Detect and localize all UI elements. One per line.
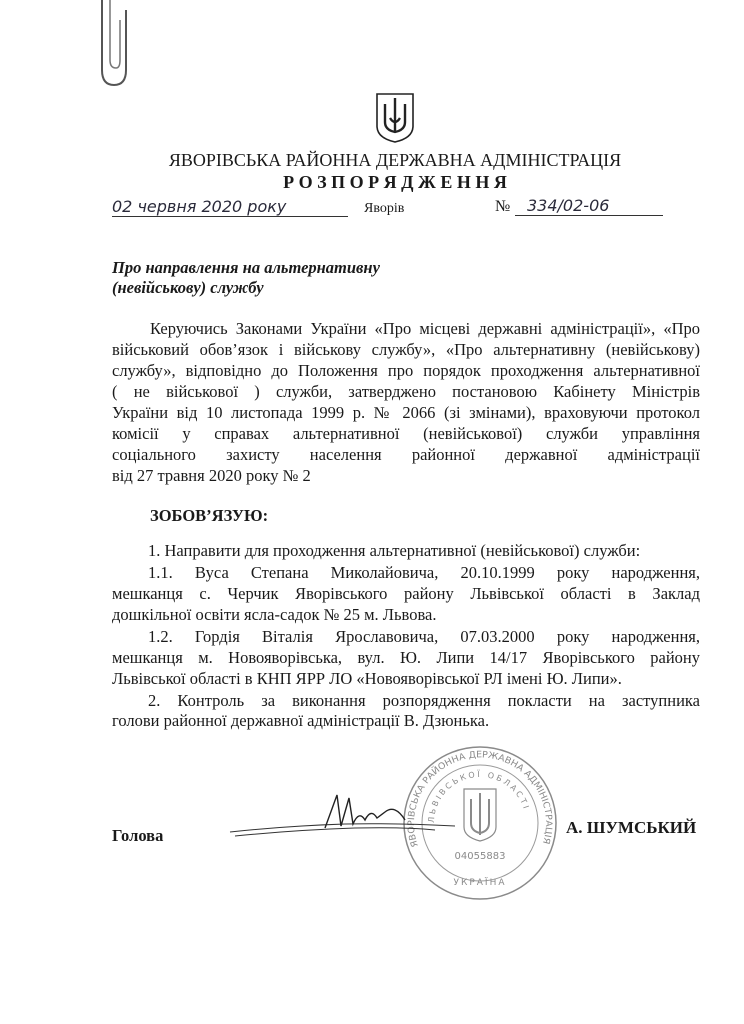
item-line: Львівської області в КНП ЯРР ЛО «Новояворівської РЛ імені Ю. Липи».	[112, 669, 622, 688]
preamble-line: ( не військової ) служби, затверджено постановою Кабінету Міністрів	[112, 382, 700, 401]
item-line: 2. Контроль за виконання розпорядження покласти на заступника	[148, 691, 700, 710]
preamble-line: України від 10 листопада 1999 р. № 2066 (зі змінами), враховуючи протокол	[112, 403, 700, 422]
stamp-code: 04055883	[454, 851, 506, 862]
handwritten-signature	[225, 790, 465, 850]
document-place: Яворів	[364, 201, 405, 216]
paperclip-icon	[88, 0, 138, 90]
stamp-outer-text: ЯВОРІВСЬКА РАЙОННА ДЕРЖАВНА АДМІНІСТРАЦІЯ	[406, 750, 554, 849]
item-line: мешканця с. Черчик Яворівського району Львівської області в Заклад	[112, 584, 700, 603]
number-label: №	[495, 198, 511, 215]
document-number: 334/02-06	[515, 196, 663, 216]
preamble-line: службу», відповідно до Положення про порядок проходження альтернативної	[112, 361, 700, 380]
preamble-line: від 27 травня 2020 року № 2	[112, 466, 311, 485]
item-line: 1.1. Вуса Степана Миколайовича, 20.10.1999 року народження,	[148, 563, 700, 582]
item-line: 1.2. Гордія Віталія Ярославовича, 07.03.2000 року народження,	[148, 627, 700, 646]
oblige-heading: ЗОБОВ’ЯЗУЮ:	[150, 506, 269, 525]
item-line: дошкільної освіти ясла-садок № 25 м. Львова.	[112, 605, 437, 624]
preamble-line: Керуючись Законами України «Про місцеві державні адміністрації», «Про	[150, 319, 700, 338]
document-date: 02 червня 2020 року	[112, 197, 348, 217]
preamble-line: військовий обов’язок і військову службу», «Про альтернативну (невійськову)	[112, 340, 700, 359]
preamble-line: соціального захисту населення районної державної адміністрації	[112, 445, 700, 464]
signatory-position: Голова	[112, 826, 164, 845]
stamp-inner-text: ЛЬВІВСЬКОЇ ОБЛАСТІ	[426, 769, 531, 824]
stamp-country: УКРАЇНА	[453, 878, 507, 888]
subject-line: Про направлення на альтернативну	[112, 258, 380, 277]
coat-of-arms-icon	[375, 92, 415, 144]
preamble-line: комісії у справах альтернативної (невійськової) служби управління	[112, 424, 700, 443]
document-type: Р О З П О Р Я Д Ж Е Н Н Я	[283, 172, 507, 192]
item-line: 1. Направити для проходження альтернативної (невійськової) служби:	[148, 541, 641, 560]
item-line: мешканця м. Новояворівська, вул. Ю. Липи 14/17 Яворівського району	[112, 648, 700, 667]
item-line: голови районної державної адміністрації В. Дзюнька.	[112, 711, 490, 730]
signatory-name: А. ШУМСЬКИЙ	[566, 818, 697, 837]
organization-title: ЯВОРІВСЬКА РАЙОННА ДЕРЖАВНА АДМІНІСТРАЦІЯ	[168, 150, 622, 170]
subject-line: (невійськову) службу	[112, 278, 264, 297]
